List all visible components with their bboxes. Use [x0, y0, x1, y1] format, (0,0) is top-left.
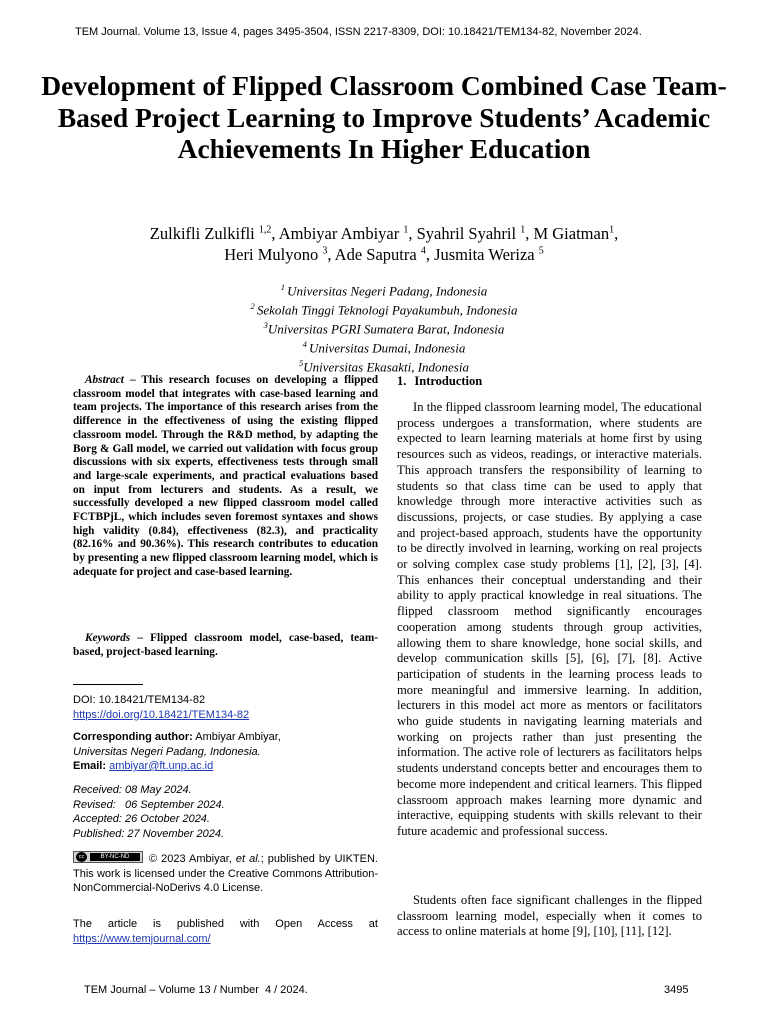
- footnote-divider: [73, 684, 143, 685]
- abstract: [73, 374, 378, 580]
- author-separator: ,: [327, 245, 335, 264]
- corresponding-author-block: [73, 730, 378, 774]
- doi-text: DOI: 10.18421/TEM134-82: [73, 694, 206, 706]
- corresponding-author-affiliation: Universitas Negeri Padang, Indonesia.: [73, 745, 261, 758]
- author-affiliation-marker: 1: [520, 224, 526, 236]
- section-heading-introduction: [397, 374, 482, 389]
- affiliations: [40, 280, 728, 375]
- email-link[interactable]: ambiyar@ft.unp.ac.id: [109, 760, 214, 772]
- author-name: Jusmita Weriza: [434, 245, 539, 264]
- author-affiliation-marker: 4: [420, 245, 426, 257]
- footer-page-number: 3495: [664, 984, 689, 996]
- keywords-label: Keywords: [85, 632, 131, 644]
- author-affiliation-marker: 3: [322, 245, 328, 257]
- corresponding-author-label: Corresponding author:: [73, 731, 193, 743]
- license-et-al: et al.: [235, 853, 261, 865]
- affiliation-name: Sekolah Tinggi Teknologi Payakumbuh, Indonesia: [256, 302, 518, 318]
- journal-website-link[interactable]: https://www.temjournal.com/: [73, 932, 211, 945]
- open-access-note: [73, 917, 378, 946]
- keywords: [73, 632, 378, 659]
- affiliation-line: [40, 318, 728, 337]
- affiliation-marker: 2: [250, 300, 257, 311]
- author-name: M Giatman: [533, 224, 610, 243]
- author-name: Syahril Syahril: [416, 224, 521, 243]
- license-text-a: © 2023 Ambiyar,: [145, 853, 236, 865]
- intro-paragraph-1: In the flipped classroom learning model, The educational process undergoes a transformation, where students are expected to learn learning materials at home first by using resources such as videos, readings, or interactive materials. This approach transfers the responsibility of learning to students so that class time can be used to apply that knowledge through more interactive activities such as discussions, projects, or case studies. By applying a case and project-based approach, students have the opportunity to be directly involved in learning, working on real projects or solving complex case study problems [1], [2], [3], [4]. This enhances their conceptual understanding and their ability to apply practical knowledge in real situations. The flipped classroom method significantly encourages cooperation among students through group activities, allowing them to share knowledge, hone social skills, and develop communication skills [5], [6], [7], [8]. Active participation of students in the learning process leads to more meaningful and immersive learning. In addition, lecturers in this model act more as mentors or facilitators who guide students in navigating learning materials and working on projects rather than just presenting the information. The active role of lecturers as facilitators helps students understand concepts better and encourages them to become more independent and critical learners. This flipped classroom approach makes learning more dynamic and interactive, equipping students with skills relevant to their future academic and professional success.: [397, 400, 702, 838]
- received-date: Received: 08 May 2024.: [73, 784, 192, 796]
- author-name: Heri Mulyono: [224, 245, 323, 264]
- author-separator: ,: [525, 224, 534, 243]
- affiliation-name: Universitas PGRI Sumatera Barat, Indonesia: [267, 321, 505, 337]
- author-name: Ambiyar Ambiyar: [278, 224, 404, 243]
- footer-journal-info: TEM Journal – Volume 13 / Number 4 / 2024.: [84, 984, 308, 996]
- email-label: Email:: [73, 760, 107, 772]
- cc-icon: cc: [76, 852, 87, 862]
- affiliation-name: Universitas Dumai, Indonesia: [309, 340, 466, 356]
- section-number: 1.: [397, 374, 407, 388]
- affiliation-line: [40, 337, 728, 356]
- author-separator: ,: [425, 245, 435, 264]
- author-affiliation-marker: 1: [403, 224, 409, 236]
- paper-title: Development of Flipped Classroom Combined Case Team-Based Project Learning to Improve Students’ Academic Achievements In Higher Education: [41, 70, 727, 164]
- affiliation-name: Universitas Negeri Padang, Indonesia: [287, 283, 488, 299]
- author-separator: ,: [614, 224, 619, 243]
- author-separator: ,: [271, 224, 279, 243]
- author-affiliation-marker: 1,2: [258, 224, 272, 236]
- abstract-label: Abstract: [85, 374, 124, 386]
- author-affiliation-marker: 1: [609, 224, 615, 236]
- accepted-date: Accepted: 26 October 2024.: [73, 813, 210, 825]
- dates-block: [73, 783, 378, 841]
- affiliation-line: [40, 280, 728, 299]
- author-name: Zulkifli Zulkifli: [149, 224, 259, 243]
- author-separator: ,: [408, 224, 417, 243]
- affiliation-name: Universitas Ekasakti, Indonesia: [303, 359, 469, 375]
- revised-date: Revised: 06 September 2024.: [73, 798, 225, 811]
- license-block: [73, 851, 378, 896]
- affiliation-marker: 4: [302, 338, 309, 349]
- author-line-2: [40, 245, 728, 265]
- abstract-text: – This research focuses on developing a flipped classroom model that integrates with case-based learning and team projects. The importance of this research arises from the difference in the effectiveness of using the existing flipped classroom model. Through the R&D method, by adapting the Borg & Gall model, we carried out validation with focus group discussions with six experts, effectiveness tests through small and large-scale experiments, and practical evaluations based on input from lecturers and students. As a result, we successfully developed a new flipped classroom model called FCTBPjL, which includes seven foremost syntaxes and shows high validity (0.84), effectiveness (82.3), and practicality (82.16% and 90.36%). This research contributes to education by presenting a new flipped classroom learning model, which is adequate for project and case-based learning.: [73, 374, 378, 578]
- affiliation-marker: 5: [299, 357, 304, 368]
- affiliation-marker: 3: [263, 319, 268, 330]
- running-header: TEM Journal. Volume 13, Issue 4, pages 3495-3504, ISSN 2217-8309, DOI: 10.18421/TEM134-82, November 2024.: [75, 26, 642, 38]
- affiliation-marker: 1: [280, 282, 288, 292]
- open-access-text: The article is published with Open Access at: [73, 918, 378, 930]
- cc-badge-text: BY-NC-ND: [90, 853, 140, 861]
- author-name: Ade Saputra: [334, 245, 421, 264]
- author-line-1: [40, 224, 728, 244]
- section-title: Introduction: [414, 374, 483, 388]
- license-text-b: ; published by UIKTEN. This work is licensed under the Creative Commons Attribution-NonCommercial-NoDerivs 4.0 License.: [73, 853, 378, 894]
- affiliation-line: [40, 299, 728, 318]
- keywords-text: – Flipped classroom model, case-based, team-based, project-based learning.: [73, 632, 378, 658]
- cc-license-badge-icon[interactable]: [73, 851, 143, 863]
- intro-paragraph-2: Students often face significant challenges in the flipped classroom learning model, especially when it comes to access to online materials at home [9], [10], [11], [12].: [397, 893, 702, 939]
- published-date: Published: 27 November 2024.: [73, 827, 225, 840]
- doi-link[interactable]: https://doi.org/10.18421/TEM134-82: [73, 708, 250, 721]
- affiliation-line: [40, 356, 728, 375]
- doi-block: [73, 693, 378, 722]
- author-affiliation-marker: 5: [538, 245, 544, 257]
- corresponding-author-name: Ambiyar Ambiyar,: [192, 731, 281, 743]
